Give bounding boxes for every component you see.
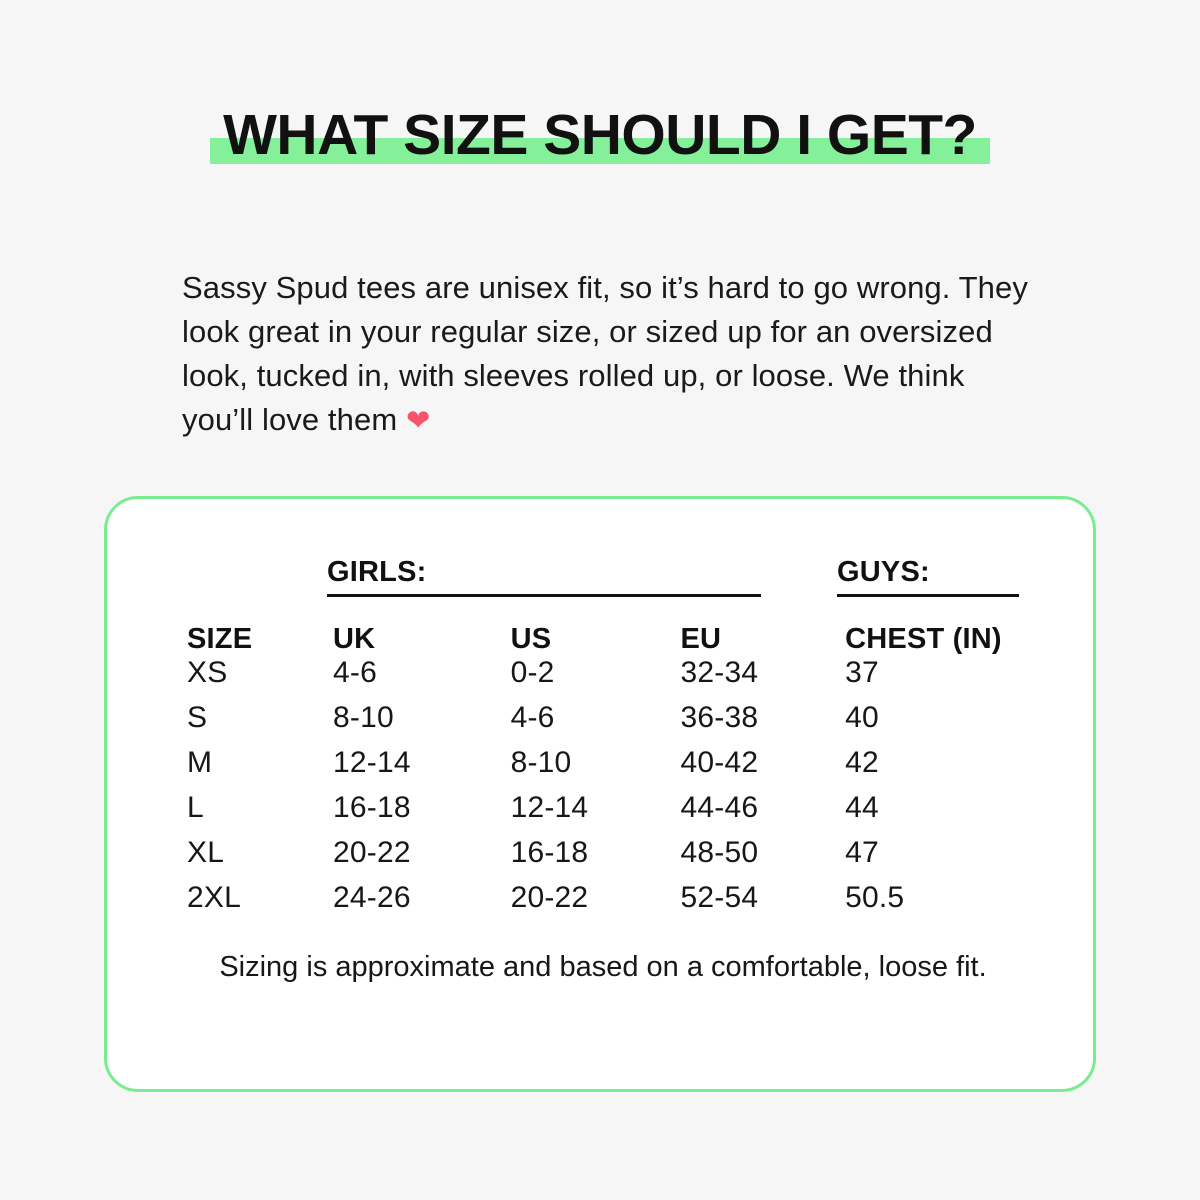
cell-eu: 52-54: [680, 881, 759, 914]
cell-chest: 42: [845, 746, 879, 779]
cell-size: L: [187, 791, 204, 824]
cell-eu: 44-46: [680, 791, 759, 824]
intro-paragraph: [182, 266, 1042, 443]
cell-us: 0-2: [510, 656, 555, 689]
size-table: [187, 545, 1027, 926]
heart-icon: ❤: [405, 405, 431, 437]
cell-us: 12-14: [510, 791, 589, 824]
cell-us: 16-18: [510, 836, 589, 869]
cell-chest: 50.5: [845, 881, 905, 914]
group-girls-label: GIRLS:: [327, 556, 427, 588]
table-row: [187, 701, 1027, 746]
page-title-text: WHAT SIZE SHOULD I GET?: [223, 103, 977, 167]
group-guys-rule: [837, 594, 1019, 597]
table-row: [187, 791, 1027, 836]
cell-size: M: [187, 746, 213, 779]
page-title: [0, 104, 1200, 168]
table-row: [187, 746, 1027, 791]
table-row: [187, 836, 1027, 881]
cell-chest: 37: [845, 656, 879, 689]
cell-size: XL: [187, 836, 225, 869]
header-size: SIZE: [187, 623, 253, 655]
header-eu: EU: [680, 623, 722, 655]
page-title-inner: [223, 104, 977, 168]
cell-size: 2XL: [187, 881, 241, 914]
table-row: [187, 656, 1027, 701]
cell-us: 8-10: [510, 746, 572, 779]
cell-uk: 4-6: [333, 656, 377, 689]
cell-us: 20-22: [510, 881, 589, 914]
sizing-note: Sizing is approximate and based on a comfortable, loose fit.: [219, 951, 987, 983]
cell-uk: 8-10: [333, 701, 394, 734]
cell-uk: 16-18: [333, 791, 411, 824]
cell-uk: 24-26: [333, 881, 411, 914]
group-guys-label: GUYS:: [837, 556, 930, 588]
cell-uk: 12-14: [333, 746, 411, 779]
intro-text: Sassy Spud tees are unisex fit, so it’s hard to go wrong. They look great in your regular size, or sized up for an oversized look, tucked in, with sleeves rolled up, or loose. We think you’ll love them: [182, 270, 1028, 437]
table-column-header-row: [187, 623, 1027, 656]
cell-chest: 44: [845, 791, 879, 824]
header-chest: CHEST (IN): [845, 623, 1002, 655]
cell-size: S: [187, 701, 208, 734]
cell-eu: 40-42: [680, 746, 759, 779]
group-guys: [837, 556, 1027, 589]
size-chart-card: [104, 496, 1096, 1092]
cell-chest: 40: [845, 701, 879, 734]
cell-chest: 47: [845, 836, 879, 869]
cell-eu: 48-50: [680, 836, 759, 869]
table-group-header-row: [187, 545, 1027, 589]
table-row: [187, 881, 1027, 926]
cell-eu: 36-38: [680, 701, 759, 734]
header-uk: UK: [333, 623, 376, 655]
group-girls-rule: [327, 594, 761, 597]
cell-us: 4-6: [510, 701, 555, 734]
cell-eu: 32-34: [680, 656, 759, 689]
group-girls: [327, 556, 837, 589]
cell-uk: 20-22: [333, 836, 411, 869]
header-us: US: [510, 623, 552, 655]
cell-size: XS: [187, 656, 228, 689]
